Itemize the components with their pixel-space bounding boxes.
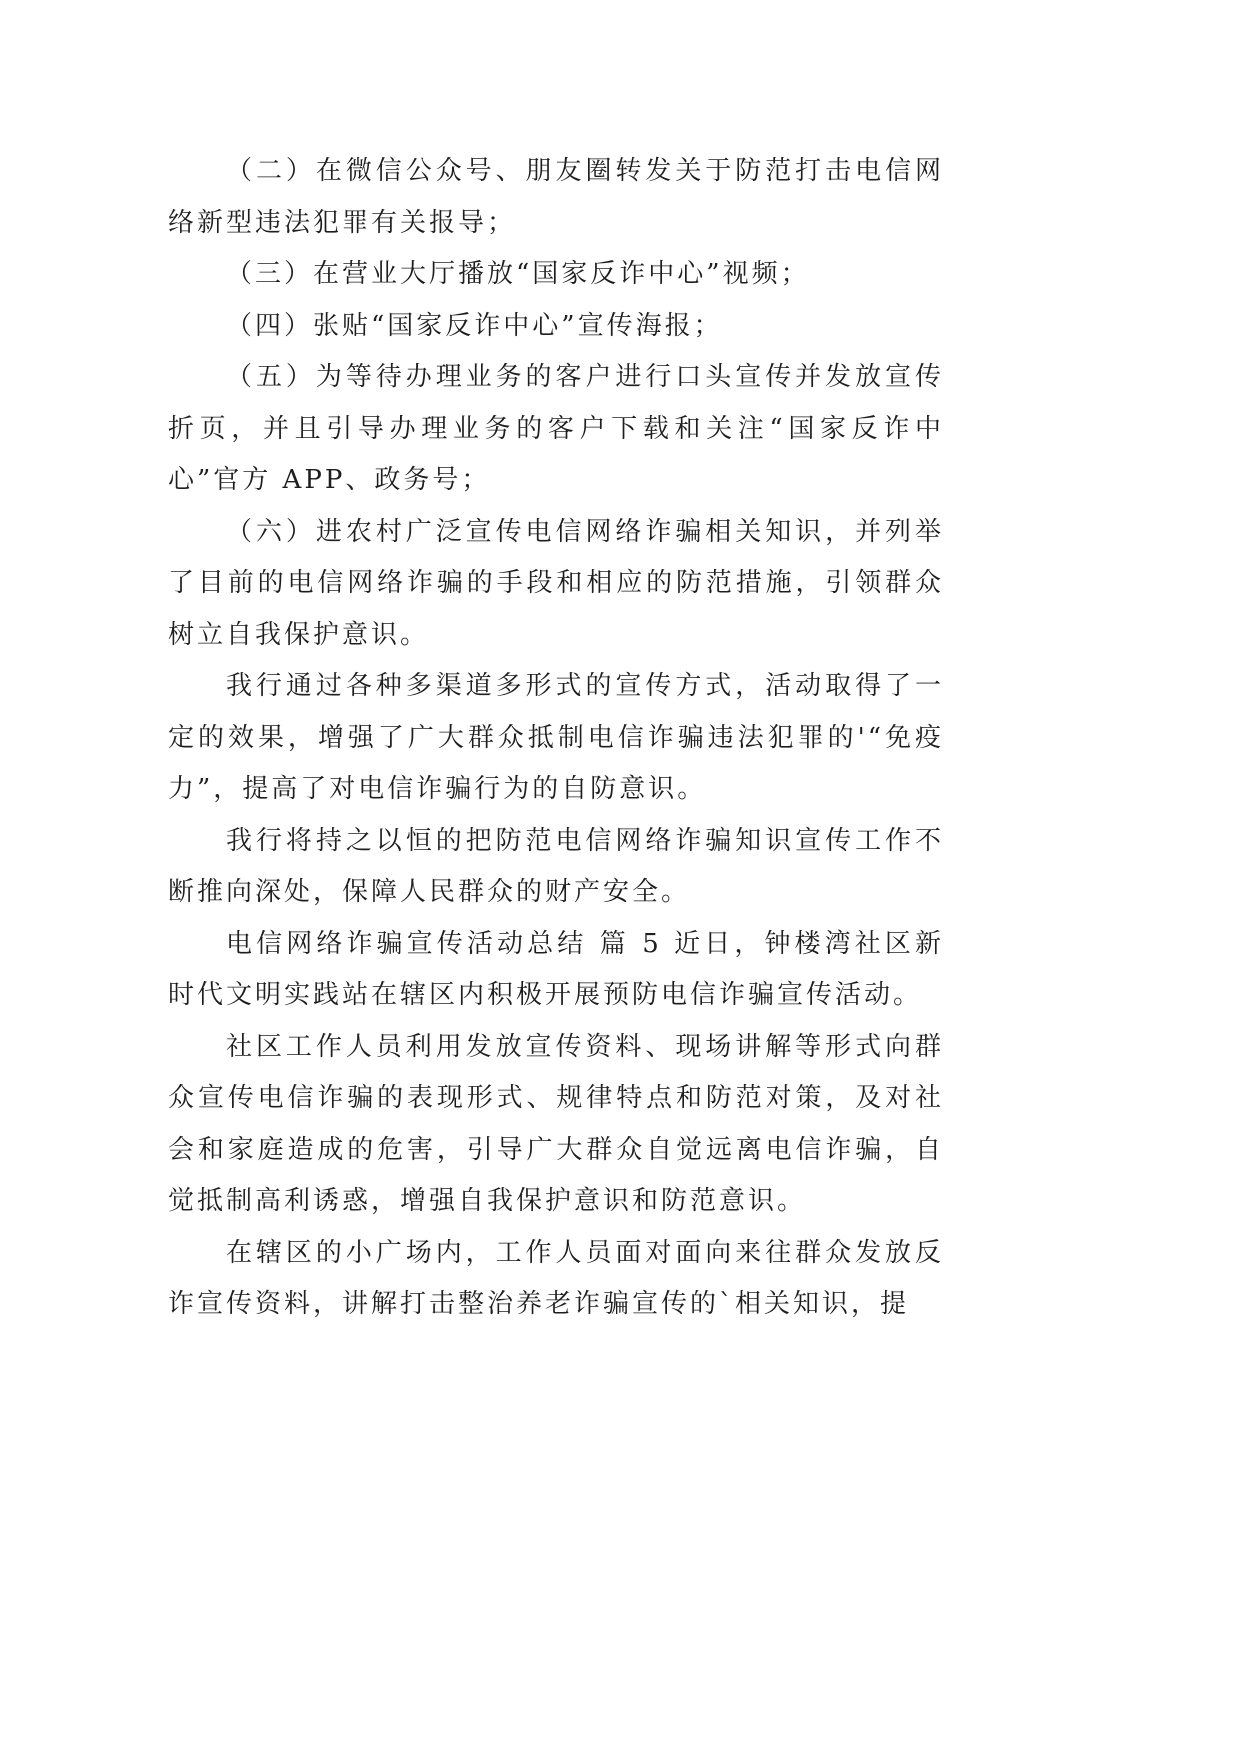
paragraph-community-staff: 社区工作人员利用发放宣传资料、现场讲解等形式向群众宣传电信诈骗的表现形式、规律特点和防范对策，及对社会和家庭造成的危害，引导广大群众自觉远离电信诈骗，自觉抵制高利诱惑，增强自我保护意识和防范意识。 bbox=[168, 1031, 944, 1216]
paragraph-item-6: （六）进农村广泛宣传电信网络诈骗相关知识，并列举了目前的电信网络诈骗的手段和相应的防范措施，引领群众树立自我保护意识。 bbox=[168, 516, 944, 650]
document-body bbox=[168, 146, 944, 1331]
paragraph-commitment: 我行将持之以恒的把防范电信网络诈骗知识宣传工作不断推向深处，保障人民群众的财产安全。 bbox=[168, 825, 944, 907]
paragraph-item-2: （二）在微信公众号、朋友圈转发关于防范打击电信网络新型违法犯罪有关报导； bbox=[168, 156, 944, 238]
paragraph-square-activity: 在辖区的小广场内，工作人员面对面向来往群众发放反诈宣传资料，讲解打击整治养老诈骗宣传的`相关知识，提 bbox=[168, 1237, 944, 1319]
paragraph-item-3: （三）在营业大厅播放“国家反诈中心”视频； bbox=[226, 259, 810, 289]
paragraph-item-4: （四）张贴“国家反诈中心”宣传海报； bbox=[226, 310, 723, 341]
paragraph-summary: 我行通过各种多渠道多形式的宣传方式，活动取得了一定的效果，增强了广大群众抵制电信诈骗违法犯罪的'“免疫力”，提高了对电信诈骗行为的自防意识。 bbox=[168, 671, 944, 804]
paragraph-article-5-intro: 电信网络诈骗宣传活动总结 篇 5 近日，钟楼湾社区新时代文明实践站在辖区内积极开展预防电信诈骗宣传活动。 bbox=[168, 928, 944, 1010]
paragraph-item-5: （五）为等待办理业务的客户进行口头宣传并发放宣传折页，并且引导办理业务的客户下载和关注“国家反诈中心”官方 APP、政务号； bbox=[168, 362, 944, 495]
